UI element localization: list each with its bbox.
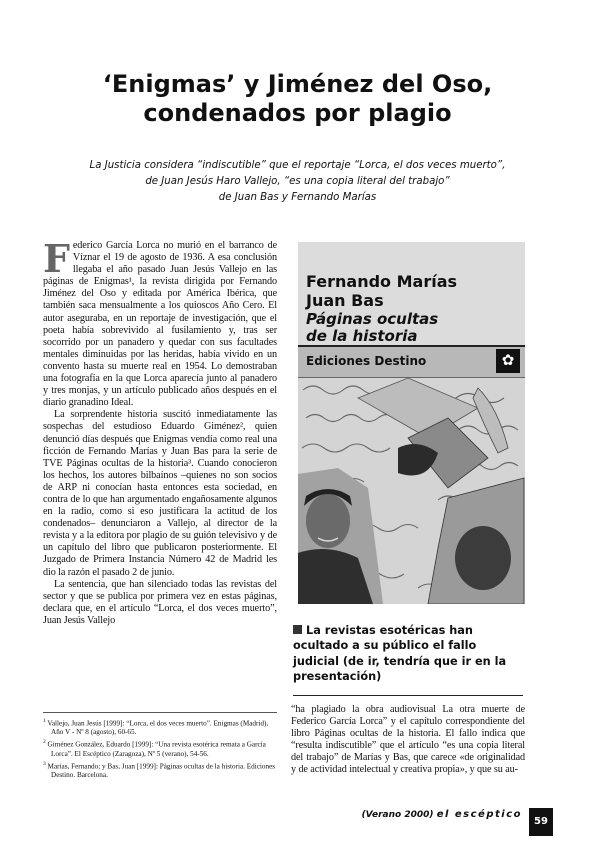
cover-author-1: Fernando Marías [306, 272, 458, 291]
footnote-3-number: 3 [43, 760, 46, 767]
book-cover-image [298, 242, 525, 604]
footnote-1 [43, 717, 277, 737]
page-number: 59 [529, 808, 553, 836]
drop-cap: F [43, 236, 70, 281]
body-paragraph-3: La sentencia, que han silenciado todas las revistas del sector y que se publica por primera vez en estas páginas, declara que, en el artículo “Lorca, el dos veces muerto”, Juan Jesús Vallejo [43, 578, 277, 626]
footnote-3 [43, 760, 277, 780]
article-subtitle [45, 158, 550, 206]
body-column-right [291, 704, 525, 777]
cover-title-line-2: de la historia [306, 327, 418, 345]
footer-magazine-info [340, 809, 522, 820]
footer-magazine-name: el escéptico [436, 809, 522, 820]
publisher-logo-icon: ✿ [496, 349, 520, 373]
cover-title-line-1: Páginas ocultas [306, 310, 439, 328]
footnote-1-text: Vallejo, Juan Jesús [1999]: “Lorca, el dos veces muerto”. Enigmas (Madrid), Año V - Nº 8 (agosto), 60-65. [47, 719, 269, 737]
footnotes [43, 712, 277, 781]
body-paragraph-1 [43, 236, 277, 409]
cover-author-2: Juan Bas [306, 291, 384, 310]
footnote-2 [43, 738, 277, 758]
cover-publisher-band [298, 345, 525, 378]
body-paragraph-2: La sorprendente historia suscitó inmediatamente las sospechas del estudioso Eduardo Giménez², quien denunció días después que Enigmas vendía como real una ficción de Fernando Marías y Juan Bas para la serie de TVE Páginas ocultas de la historia³. Cuando conocieron los hechos, los autores bilbaínos –quienes no son socios de ARP ni conocían hasta entonces esta sociedad, en contra de lo que han argumentado engañosamente algunos en la radio, como si eso justificara la actitud de los condenados– denunciaron a Vallejo, al director de la revista y a la editora por plagio de su guión televisivo y de un capítulo del libro que publicaron posteriormente. El Juzgado de Primera Instancia Número 42 de Madrid les dio la razón el pasado 2 de junio. [43, 409, 277, 578]
title-line-1: ‘Enigmas’ y Jiménez del Oso, [102, 70, 493, 98]
cover-authors [306, 272, 521, 310]
footer-season: (Verano 2000) [361, 810, 434, 820]
footnote-3-text: Marías, Fernando; y Bas, Juan [1999]: Páginas ocultas de la historia. Ediciones Destino. Barcelona. [47, 762, 276, 780]
square-bullet-icon [293, 625, 302, 634]
subtitle-line-1: La Justicia considera “indiscutible” que el reportaje “Lorca, el dos veces muerto”, [89, 160, 506, 171]
cover-collage-illustration [298, 378, 525, 604]
body-column-left [43, 236, 277, 627]
title-line-2: condenados por plagio [143, 99, 452, 127]
cover-publisher: Ediciones Destino [306, 354, 427, 368]
cover-book-title [306, 311, 521, 345]
body-paragraph-right-1: “ha plagiado la obra audiovisual La otra muerte de Federico García Lorca” y el capítulo correspondiente del libro Páginas ocultas de la historia. El fallo indica que “resulta indiscutible” que el artículo “es una copia literal del trabajo” de Marías y Bas, que carece «de originalidad y de actividad intelectual y creativa propia», y que su au- [291, 704, 525, 776]
pull-quote-rule [293, 695, 523, 696]
subtitle-line-3: de Juan Bas y Fernando Marías [218, 192, 377, 203]
article-title [40, 70, 555, 128]
footnote-2-number: 2 [43, 739, 46, 746]
pull-quote-text: La revistas esotéricas han ocultado a su público el fallo judicial (de ir, tendría que ir en la presentación) [293, 624, 507, 684]
paragraph-1-text: ederico García Lorca no murió en el barranco de Víznar el 19 de agosto de 1936. A esa conclusión llegaba el año pasado Juan Jesús Vallejo en las páginas de Enigmas¹, la revista dirigida por Fernando Jiménez del Oso y editada por América Ibérica, que también saca mensualmente a los quioscos Año Cero. El autor aseguraba, en un reportaje de investigación, que el poeta había sobrevivido al fusilamiento y, tras ser socorrido por un panadero y quedar con sus facultades mentales diminuidas por las heridas, había vivido en un convento hasta su muerte real en 1954. Lo demostraban una fotografía en la que Lorca aparecía junto al panadero y tres monjas, y un artículo publicado años después en el diario granadino Ideal. [43, 240, 277, 409]
subtitle-line-2: de Juan Jesús Haro Vallejo, “es una copia literal del trabajo” [145, 176, 450, 187]
pull-quote [293, 623, 521, 685]
footnote-1-number: 1 [43, 718, 46, 724]
footnote-2-text: Giménez González, Eduardo [1999]: “Una revista esotérica remata a García Lorca”. El Escéptico (Zaragoza), Nº 5 (verano), 54-56. [47, 740, 266, 758]
